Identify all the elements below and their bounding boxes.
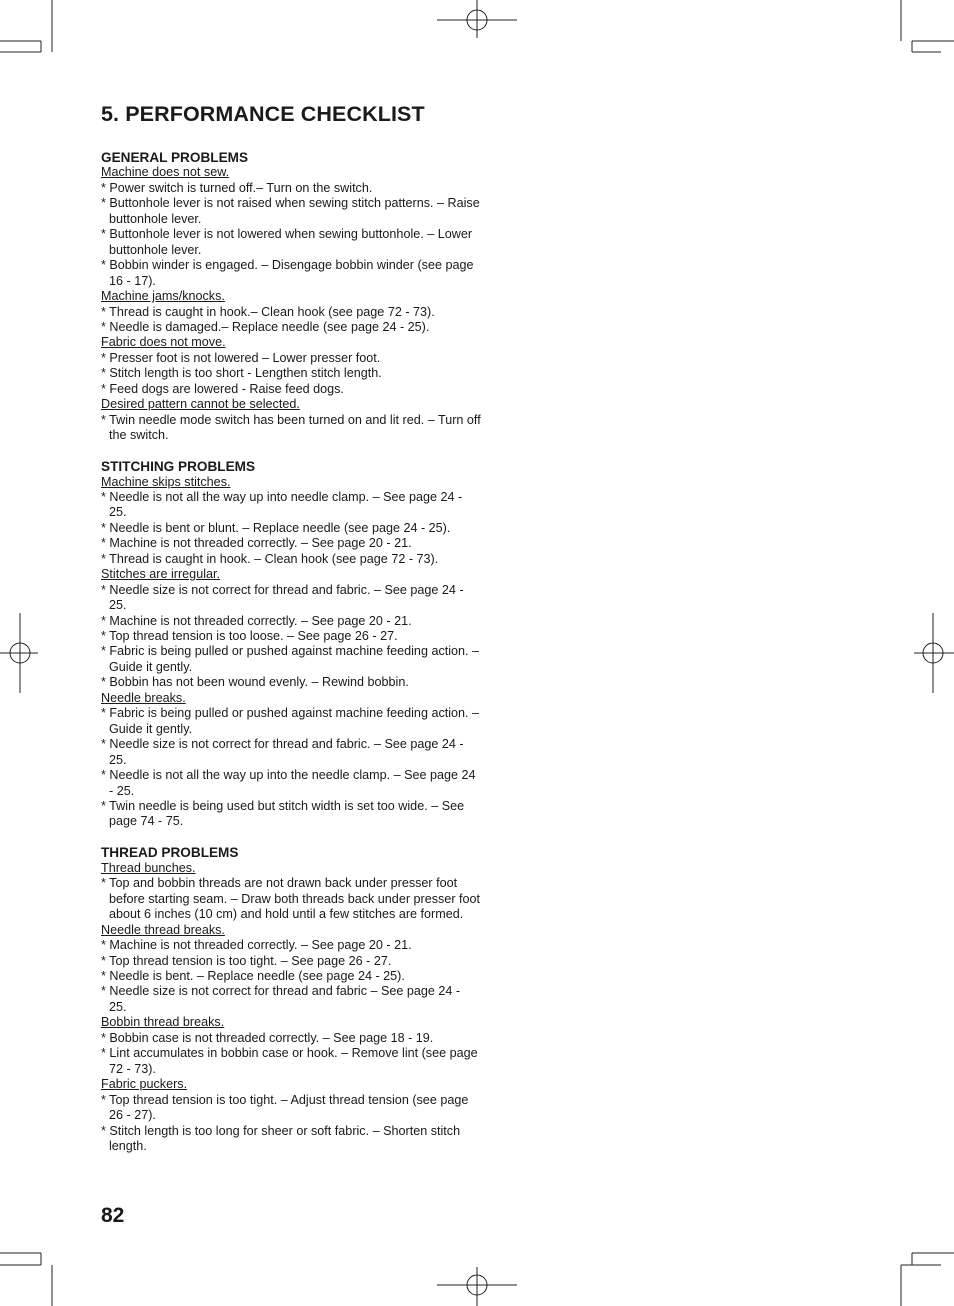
list-item: * Needle is damaged.– Replace needle (see page 24 - 25). xyxy=(101,319,430,334)
group-title: Desired pattern cannot be selected. xyxy=(101,397,300,412)
section-heading: THREAD PROBLEMS xyxy=(101,845,239,861)
section-thread-problems xyxy=(101,845,481,1154)
section-stitching-problems xyxy=(101,459,481,830)
list-item: * Twin needle is being used but stitch width is set too wide. – See page 74 - 75. xyxy=(101,799,465,829)
group-title: Stitches are irregular. xyxy=(101,567,220,582)
list-item: * Needle is not all the way up into needle clamp. – See page 24 - 25. xyxy=(101,489,463,520)
list-item: * Bobbin has not been wound evenly. – Rewind bobbin. xyxy=(101,675,409,690)
list-item: * Buttonhole lever is not lowered when sewing buttonhole. – Lower buttonhole lever. xyxy=(101,227,473,257)
list-item: * Lint accumulates in bobbin case or hook. – Remove lint (see page 72 - 73). xyxy=(101,1046,478,1076)
page-title: 5. PERFORMANCE CHECKLIST xyxy=(101,102,425,126)
list-item: * Top thread tension is too tight. – Adjust thread tension (see page 26 - 27). xyxy=(101,1092,469,1123)
list-item: * Needle size is not correct for thread and fabric. – See page 24 - 25. xyxy=(101,737,464,767)
group-title: Needle breaks. xyxy=(101,690,186,705)
group-title: Thread bunches. xyxy=(101,860,196,875)
group-title: Machine jams/knocks. xyxy=(101,289,225,304)
list-item: * Top thread tension is too tight. – See page 26 - 27. xyxy=(101,953,392,968)
section-heading: GENERAL PROBLEMS xyxy=(101,150,249,165)
checklist-content xyxy=(101,150,481,1170)
list-item: * Stitch length is too short - Lengthen stitch length. xyxy=(101,366,382,381)
list-item: * Bobbin winder is engaged. – Disengage bobbin winder (see page 16 - 17). xyxy=(101,258,474,288)
list-item: * Twin needle mode switch has been turned on and lit red. – Turn off the switch. xyxy=(101,412,481,443)
list-item: * Machine is not threaded correctly. – See page 20 - 21. xyxy=(101,938,412,953)
page-number: 82 xyxy=(101,1204,125,1227)
list-item: * Machine is not threaded correctly. – See page 20 - 21. xyxy=(101,536,412,551)
list-item: * Fabric is being pulled or pushed against machine feeding action. – Guide it gently. xyxy=(101,644,480,674)
group-title: Needle thread breaks. xyxy=(101,922,225,937)
list-item: * Presser foot is not lowered – Lower presser foot. xyxy=(101,350,381,365)
group-title: Machine skips stitches. xyxy=(101,474,231,489)
list-item: * Top and bobbin threads are not drawn back under presser foot before starting seam. – Draw both threads back under presser foot about 6 inches (10 cm) and hold until a few stitches are formed. xyxy=(101,876,481,922)
list-item: * Bobbin case is not threaded correctly. – See page 18 - 19. xyxy=(101,1030,434,1045)
list-item: * Needle size is not correct for thread and fabric. – See page 24 - 25. xyxy=(101,582,464,613)
list-item: * Machine is not threaded correctly. – See page 20 - 21. xyxy=(101,613,412,628)
list-item: * Needle is not all the way up into the needle clamp. – See page 24 - 25. xyxy=(101,768,476,798)
group-title: Fabric does not move. xyxy=(101,335,226,350)
section-general-problems xyxy=(101,150,481,444)
list-item: * Buttonhole lever is not raised when sewing stitch patterns. – Raise buttonhole lever. xyxy=(101,196,480,226)
list-item: * Thread is caught in hook.– Clean hook (see page 72 - 73). xyxy=(101,304,435,319)
group-title: Bobbin thread breaks. xyxy=(101,1015,225,1030)
list-item: * Thread is caught in hook. – Clean hook (see page 72 - 73). xyxy=(101,551,439,566)
list-item: * Needle is bent. – Replace needle (see page 24 - 25). xyxy=(101,968,405,983)
list-item: * Needle is bent or blunt. – Replace needle (see page 24 - 25). xyxy=(101,520,451,535)
list-item: * Needle size is not correct for thread and fabric – See page 24 - 25. xyxy=(101,984,461,1014)
list-item: * Top thread tension is too loose. – See page 26 - 27. xyxy=(101,629,398,644)
group-title: Fabric puckers. xyxy=(101,1077,188,1092)
group-title: Machine does not sew. xyxy=(101,165,230,180)
list-item: * Power switch is turned off.– Turn on the switch. xyxy=(101,180,373,195)
section-heading: STITCHING PROBLEMS xyxy=(101,459,256,475)
list-item: * Fabric is being pulled or pushed against machine feeding action. – Guide it gently. xyxy=(101,706,480,736)
list-item: * Stitch length is too long for sheer or soft fabric. – Shorten stitch length. xyxy=(101,1123,461,1153)
list-item: * Feed dogs are lowered - Raise feed dogs. xyxy=(101,381,344,396)
